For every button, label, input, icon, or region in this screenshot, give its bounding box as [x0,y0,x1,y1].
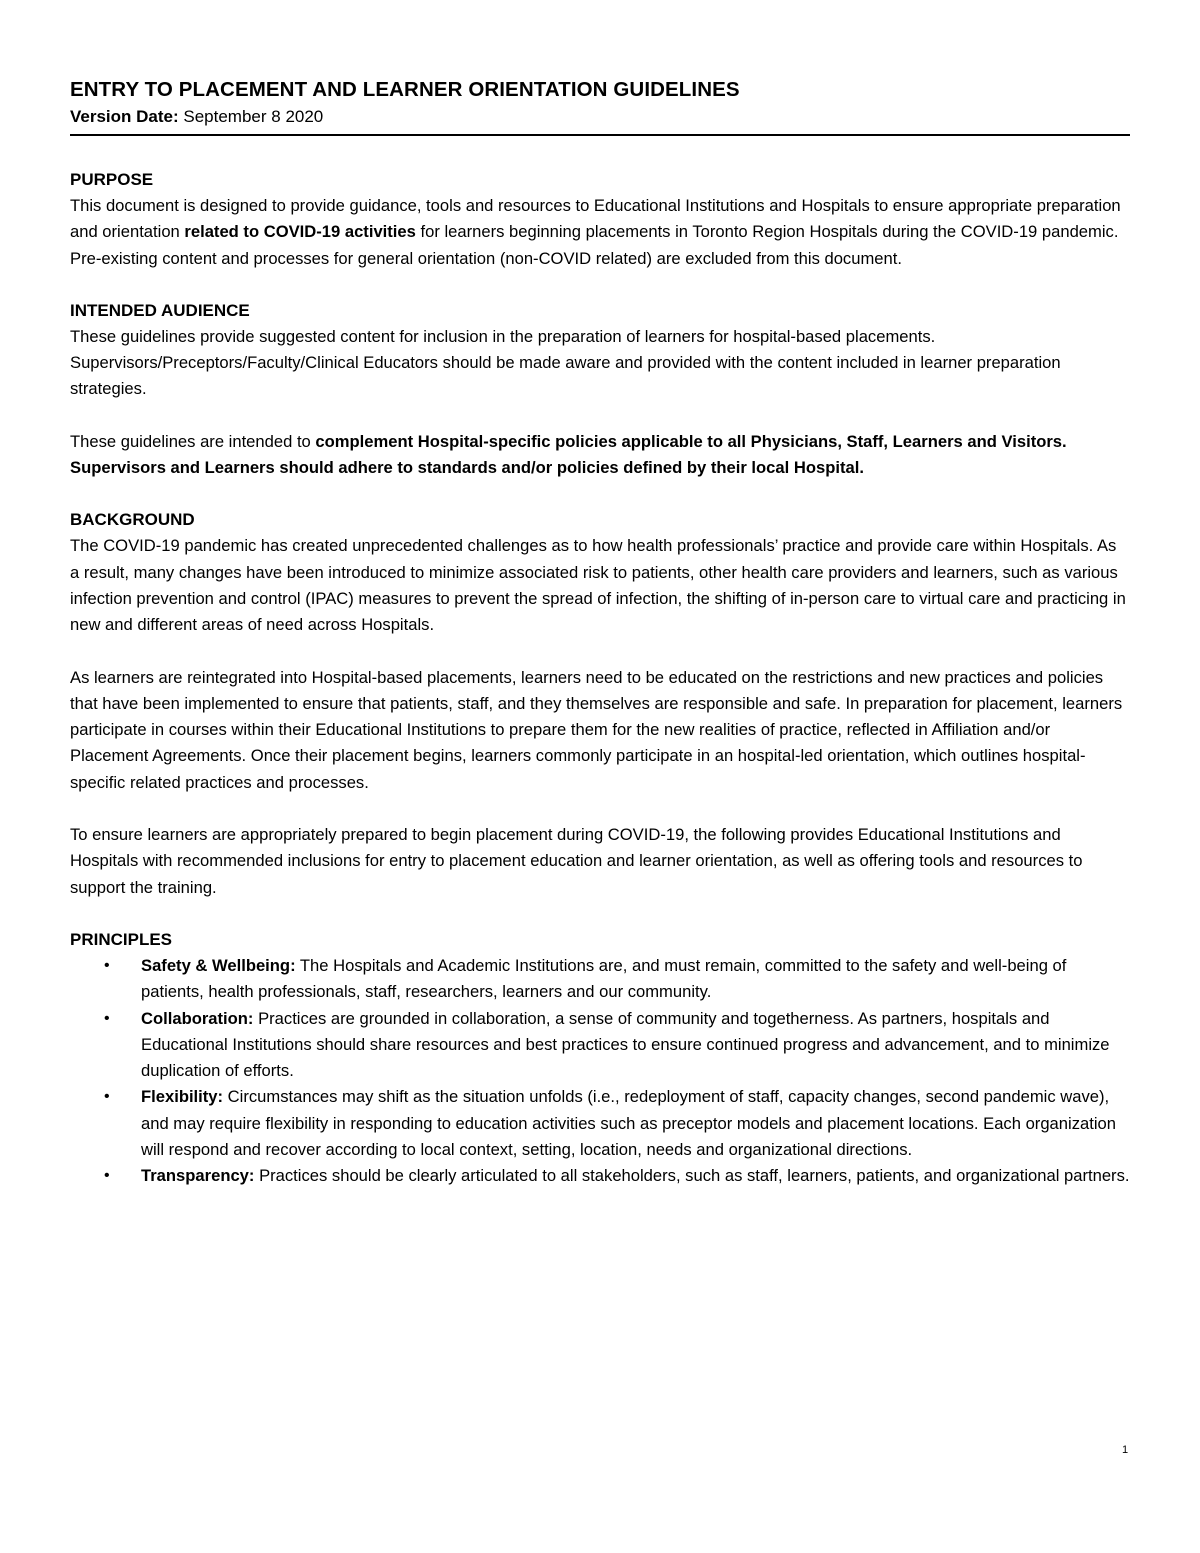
document-page [70,76,1130,1190]
audience-paragraph-1: These guidelines provide suggested content for inclusion in the preparation of learners for hospital-based placements. Supervisors/Preceptors/Faculty/Clinical Educators should be made aware and provided with the content included in learner preparation strategies. [70,326,1061,399]
list-item [70,953,1130,1006]
purpose-heading: PURPOSE [70,170,154,189]
list-item [70,1163,1130,1189]
principle-term: Flexibility: [141,1087,224,1107]
background-paragraph-1: The COVID-19 pandemic has created unprecedented challenges as to how health professionals’ practice and provide care within Hospitals. As a result, many changes have been introduced to minimize associated risk to patients, other health care providers and learners, such as various infection prevention and control (IPAC) measures to prevent the spread of infection, the shifting of in-person care to virtual care and practicing in new and different areas of need across Hospitals. [70,536,1126,635]
principle-text: Circumstances may shift as the situation unfolds (i.e., redeployment of staff, capacity changes, second pandemic wave), and may require flexibility in responding to education activities such as preceptor models and placement locations. Each organization will respond and recover according to local context, setting, location, needs and organizational directions. [141,1087,1116,1160]
principles-heading: PRINCIPLES [70,929,173,949]
version-date: September 8 2020 [178,107,324,126]
purpose-paragraph [70,193,1130,272]
principle-term: Transparency: [141,1166,255,1186]
principle-text: The Hospitals and Academic Institutions are, and must remain, committed to the safety and well-being of patients, health professionals, staff, researchers, learners and our community. [141,955,1067,1002]
document-title: ENTRY TO PLACEMENT AND LEARNER ORIENTATION GUIDELINES [70,78,740,101]
list-item [70,1006,1130,1085]
version-line [70,104,1130,130]
audience-p2-start: These guidelines are intended to [70,431,316,451]
audience-paragraph-2 [70,429,1130,482]
purpose-text-end: for learners beginning placements in Toronto Region Hospitals during the COVID-19 pandemic. Pre-existing content and processes for general orientation (non-COVID related) are excluded from this document. [70,222,1119,268]
bullet-icon: • [104,1167,110,1185]
bullet-icon: • [104,1088,110,1106]
purpose-text-start: This document is designed to provide guidance, tools and resources to Educational Institutions and Hospitals to ensure appropriate preparation and orientation [70,196,1121,242]
version-label: Version Date: [70,107,179,126]
principle-text: Practices should be clearly articulated to all stakeholders, such as staff, learners, patients, and organizational partners. [254,1166,1130,1186]
principle-text: Practices are grounded in collaboration, a sense of community and togetherness. As partners, hospitals and Educational Institutions should share resources and best practices to ensure continued progress and advancement, and to minimize duplication of efforts. [141,1008,1110,1081]
principles-list [70,953,1130,1190]
purpose-text-bold: related to COVID-19 activities [184,222,416,242]
principle-term: Collaboration: [141,1008,254,1028]
background-paragraph-2: As learners are reintegrated into Hospital-based placements, learners need to be educated on the restrictions and new practices and policies that have been implemented to ensure that patients, staff, and they themselves are responsible and safe. In preparation for placement, learners participate in courses within their Educational Institutions to prepare them for the new realities of practice, reflected in Affiliation and/or Placement Agreements. Once their placement begins, learners commonly participate in an hospital-led orientation, which outlines hospital-specific related practices and processes. [70,667,1123,792]
principle-term: Safety & Wellbeing: [141,955,296,975]
bullet-icon: • [104,956,110,974]
background-paragraph-3: To ensure learners are appropriately prepared to begin placement during COVID-19, the following provides Educational Institutions and Hospitals with recommended inclusions for entry to placement education and learner orientation, as well as offering tools and resources to support the training. [70,825,1083,897]
audience-p2-bold: complement Hospital-specific policies applicable to all Physicians, Staff, Learners and Visitors. Supervisors and Learners should adhere to standards and/or policies defined by their local Hospital. [70,431,1067,478]
list-item [70,1084,1130,1163]
page-number: 1 [1122,1444,1129,1456]
audience-heading: INTENDED AUDIENCE [70,300,250,320]
bullet-icon: • [104,1009,110,1027]
background-heading: BACKGROUND [70,510,195,530]
